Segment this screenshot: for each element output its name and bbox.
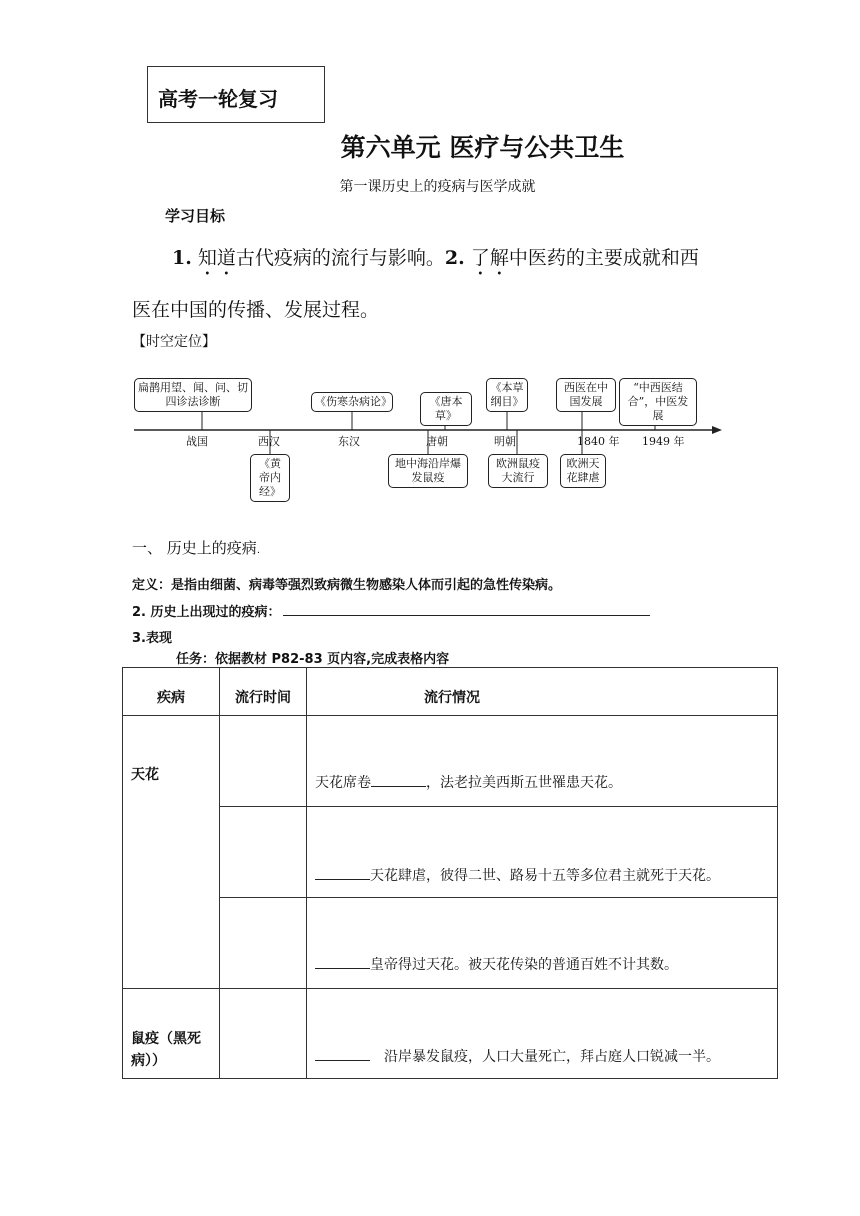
time-cell[interactable] [220, 716, 307, 807]
disease-table [122, 667, 778, 1079]
answer-blank[interactable] [315, 865, 370, 880]
item-2-answer-blank[interactable] [283, 602, 650, 616]
time-cell[interactable] [220, 898, 307, 989]
timeline-box-integration: “中西医结合”，中医发展 [619, 378, 697, 426]
timeline-box-bianque: 扁鹊用望、闻、问、切四诊法诊断 [134, 378, 252, 412]
goals-line-1 [132, 232, 752, 284]
goal-1-number: 1. [172, 247, 192, 269]
lesson-title: 第一课历史上的疫病与医学成就 [339, 179, 536, 195]
timeline-tick-xihan: 西汉 [258, 435, 280, 448]
header-time: 流行时间 [220, 668, 307, 716]
section-1-number: 一、 [132, 539, 163, 557]
answer-blank[interactable] [315, 1046, 370, 1061]
goal-1-text: 古代疫病的流行与影响。 [235, 247, 445, 269]
table-row [123, 898, 778, 989]
timeline-box-tangbencao: 《唐本草》 [420, 392, 472, 426]
timeline-tick-mingchao: 明朝 [494, 435, 516, 448]
disease-plague: 鼠疫（黑死病）） [123, 989, 220, 1079]
table-row [123, 989, 778, 1079]
goal-2-text: 中医药的主要成就和西 [508, 247, 699, 269]
header-disease: 疾病 [123, 668, 220, 716]
timeline-box-western-medicine: 西医在中国发展 [556, 378, 616, 412]
section-label-timeline: 【时空定位】 [132, 334, 216, 350]
timeline-box-mediterranean-plague: 地中海沿岸爆发鼠疫 [388, 454, 468, 488]
goal-2-number: 2. [444, 247, 465, 269]
answer-blank[interactable] [371, 772, 426, 787]
goals-text [132, 232, 752, 336]
timeline-tick-tangchao: 唐朝 [426, 435, 448, 448]
situation-cell [307, 807, 778, 898]
timeline-box-shanghan: 《伤寒杂病论》 [311, 392, 393, 412]
section-heading-1 [132, 537, 260, 558]
timeline-tick-1949: 1949 年 [642, 435, 685, 448]
item-3: 3.表现 [132, 631, 172, 646]
definition-text: 定义：是指由细菌、病毒等强烈致病微生物感染人体而引起的急性传染病。 [132, 578, 562, 593]
review-tag-box [147, 66, 325, 123]
review-tag-label: 高考一轮复习 [158, 87, 278, 111]
unit-title: 第六单元 医疗与公共卫生 [340, 133, 625, 162]
item-2 [132, 601, 650, 620]
header-situation: 流行情况 [307, 668, 778, 716]
situation-text: ，法老拉美西斯五世罹患天花。 [426, 775, 622, 791]
situation-text: 天花肆虐，彼得二世、路易十五等多位君主就死于天花。 [370, 868, 720, 884]
timeline-tick-zhanguo: 战国 [186, 435, 208, 448]
disease-smallpox: 天花 [123, 716, 220, 989]
table-row [123, 807, 778, 898]
section-1-trail: . [256, 545, 260, 556]
situation-cell [307, 989, 778, 1079]
goal-1-verb: 知道 [197, 247, 236, 269]
time-cell[interactable] [220, 807, 307, 898]
timeline-box-europe-smallpox: 欧洲天花肆虐 [560, 454, 606, 488]
timeline-tick-donghan: 东汉 [338, 435, 360, 448]
timeline-box-huangdineijing: 《黄帝内经》 [250, 454, 290, 502]
timeline-box-europe-plague: 欧洲鼠疫大流行 [488, 454, 548, 488]
situation-text: 皇帝得过天花。被天花传染的普通百姓不计其数。 [370, 957, 678, 973]
goal-2-verb: 了解 [470, 247, 509, 269]
situation-cell [307, 716, 778, 807]
answer-blank[interactable] [315, 954, 370, 969]
section-1-title: 历史上的疫病 [166, 539, 257, 557]
task-instruction: 任务：依据教材 P82-83 页内容,完成表格内容 [176, 652, 450, 667]
situation-cell [307, 898, 778, 989]
table-row [123, 716, 778, 807]
situation-prefix: 天花席卷 [315, 775, 371, 791]
item-2-label: 2. 历史上出现过的疫病： [132, 605, 281, 620]
time-cell[interactable] [220, 989, 307, 1079]
table-header-row [123, 668, 778, 716]
goals-heading: 学习目标 [165, 207, 226, 225]
timeline-tick-1840: 1840 年 [577, 435, 620, 448]
goals-line-2: 医在中国的传播、发展过程。 [132, 299, 380, 321]
timeline-box-bencaogangmu: 《本草纲目》 [486, 378, 528, 412]
timeline-diagram [130, 362, 730, 498]
situation-text: 沿岸暴发鼠疫，人口大量死亡，拜占庭人口锐减一半。 [384, 1049, 720, 1065]
